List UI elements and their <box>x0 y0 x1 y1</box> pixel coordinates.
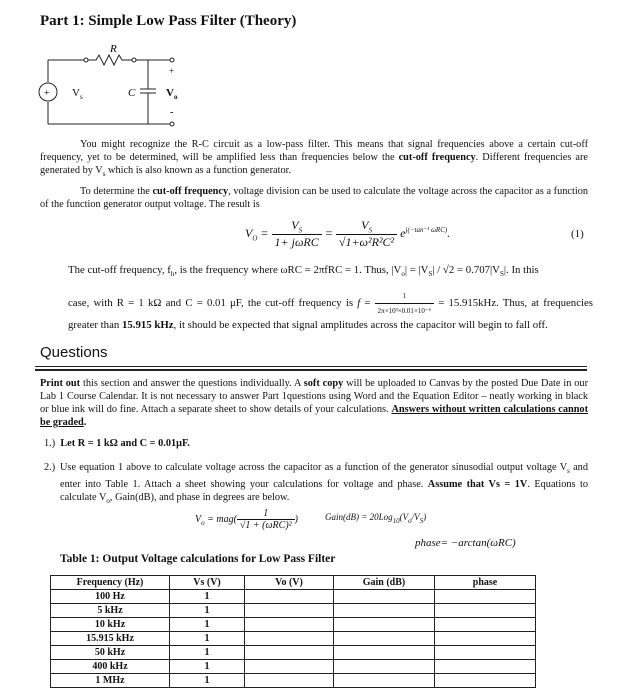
question-1: 1.) Let R = 1 kΩ and C = 0.01μF. <box>44 438 190 449</box>
answer-cell[interactable] <box>435 646 536 660</box>
answer-cell[interactable] <box>435 590 536 604</box>
answer-cell[interactable] <box>245 590 334 604</box>
answer-cell[interactable] <box>435 604 536 618</box>
frequency-cell: 1 MHz <box>51 674 170 688</box>
node-top-left <box>84 58 88 62</box>
source-label: $V_s$ <box>72 87 83 102</box>
intro-paragraph: You might recognize the R-C circuit as a low-pass filter. This means that signal frequencies above a certain cut-off frequency, yet to be determined, will be amplified less than frequencies below the cut-off frequency. Different frequencies are generated by $V_s$ which is also known as a function generator. <box>40 139 588 179</box>
resistor-icon <box>88 55 132 65</box>
instructions-paragraph: Print out this section and answer the questions individually. A soft copy will be uploaded to Canvas by the posted Due Date in our Lab 1 Course Calendar. It is not necessary to answer Part 1questions using Word and the Equation Editor – neatly working in black or blue ink will do fine. Attach a separate sheet to show details of your calculations. Answers without written calculations cannot be graded. <box>40 378 589 428</box>
header-gain: Gain (dB) <box>334 576 435 590</box>
output-minus: - <box>170 107 174 118</box>
output-label: $V_o$ <box>166 87 178 102</box>
header-vo: Vo (V) <box>245 576 334 590</box>
answer-cell[interactable] <box>334 618 435 632</box>
answer-cell[interactable] <box>435 632 536 646</box>
output-plus: + <box>169 66 175 76</box>
answer-cell[interactable] <box>334 632 435 646</box>
answer-cell[interactable] <box>435 618 536 632</box>
table-row <box>51 604 536 618</box>
vs-cell: 1 <box>170 618 245 632</box>
cutoff-paragraph: The cut-off frequency, $f_h$, is the frequency where ωRC = 2πfRC = 1. Thus, $|V_o| = |V_S| / √2 = 0.707|V_S|$. In this <box>68 264 539 279</box>
answer-cell[interactable] <box>245 646 334 660</box>
header-vs: Vs (V) <box>170 576 245 590</box>
vs-cell: 1 <box>170 660 245 674</box>
frequency-cell: 100 Hz <box>51 590 170 604</box>
divider-thin <box>35 366 587 367</box>
answer-cell[interactable] <box>245 604 334 618</box>
questions-heading: Questions <box>40 344 108 361</box>
table-caption: Table 1: Output Voltage calculations for Low Pass Filter <box>60 553 336 565</box>
divider-thick <box>35 369 587 371</box>
header-phase: phase <box>435 576 536 590</box>
answer-cell[interactable] <box>435 674 536 688</box>
vs-cell: 1 <box>170 674 245 688</box>
page-title: Part 1: Simple Low Pass Filter (Theory) <box>40 13 297 29</box>
voltage-division-paragraph: To determine the cut-off frequency, voltage division can be used to calculate the voltage across the capacitor as a function of the function generator output voltage. The result is <box>40 186 588 210</box>
cutoff-calculation-paragraph: case, with R = 1 kΩ and C = 0.01 μF, the cut-off frequency is f = $\frac{1}{\text{2π×10³×0.01×10⁻⁶}}$ = 15.915kHz. Thus, at frequencies greater than 15.915 kHz, it should be expected that signal amplitudes across the capacitor will begin to fall off. <box>68 289 593 332</box>
frequency-cell: 400 kHz <box>51 660 170 674</box>
equation-vo: $V_o = mag$( $\frac{1}{\text{√1 + (ωRC)²}}$ ) <box>195 508 298 531</box>
vs-cell: 1 <box>170 604 245 618</box>
vs-cell: 1 <box>170 590 245 604</box>
equation-phase: phase= −arctan(ωRC) <box>415 537 516 549</box>
frequency-cell: 5 kHz <box>51 604 170 618</box>
answer-cell[interactable] <box>245 632 334 646</box>
answer-cell[interactable] <box>435 660 536 674</box>
table-row <box>51 674 536 688</box>
answer-cell[interactable] <box>245 674 334 688</box>
frequency-cell: 50 kHz <box>51 646 170 660</box>
equation-1: $V_O$ = $\frac{V_S}{\text{1+ jωRC}}$ = $\frac{V_S}{\text{√1+ω²R²C²}}$ $e^{j(-tan^{-1} \omega RC)}$. <box>245 218 451 250</box>
answer-cell[interactable] <box>245 660 334 674</box>
answer-cell[interactable] <box>245 618 334 632</box>
answer-cell[interactable] <box>334 604 435 618</box>
table-header-row <box>51 576 536 590</box>
equation-number: (1) <box>571 228 584 240</box>
resistor-label: R <box>110 43 117 55</box>
answer-cell[interactable] <box>334 674 435 688</box>
frequency-cell: 15.915 kHz <box>51 632 170 646</box>
question-2: 2.) Use equation 1 above to calculate voltage across the capacitor as a function of the generator sinusodial output voltage $V_s$ and enter into Table 1. Attach a sheet showing your calculations for voltage and phase. Assume that Vs = 1V. Equations to calculate $V_o$, Gain(dB), and phase in degrees are below. <box>44 462 588 506</box>
vs-cell: 1 <box>170 646 245 660</box>
answer-cell[interactable] <box>334 646 435 660</box>
answer-cell[interactable] <box>334 590 435 604</box>
capacitor-label: C <box>128 87 136 99</box>
table-row <box>51 632 536 646</box>
table-row <box>51 618 536 632</box>
vs-cell: 1 <box>170 632 245 646</box>
source-plus-symbol: + <box>44 88 50 99</box>
table-row <box>51 590 536 604</box>
table-row <box>51 646 536 660</box>
output-voltage-table <box>50 575 536 688</box>
node-top-right <box>132 58 136 62</box>
equation-gain: Gain(dB) = $20Log_{10}(V_o/V_S)$ <box>325 512 427 525</box>
header-frequency: Frequency (Hz) <box>51 576 170 590</box>
rc-circuit-diagram <box>36 40 186 140</box>
output-terminal-bottom <box>170 122 174 126</box>
frequency-cell: 10 kHz <box>51 618 170 632</box>
answer-cell[interactable] <box>334 660 435 674</box>
output-terminal-top <box>170 58 174 62</box>
table-row <box>51 660 536 674</box>
